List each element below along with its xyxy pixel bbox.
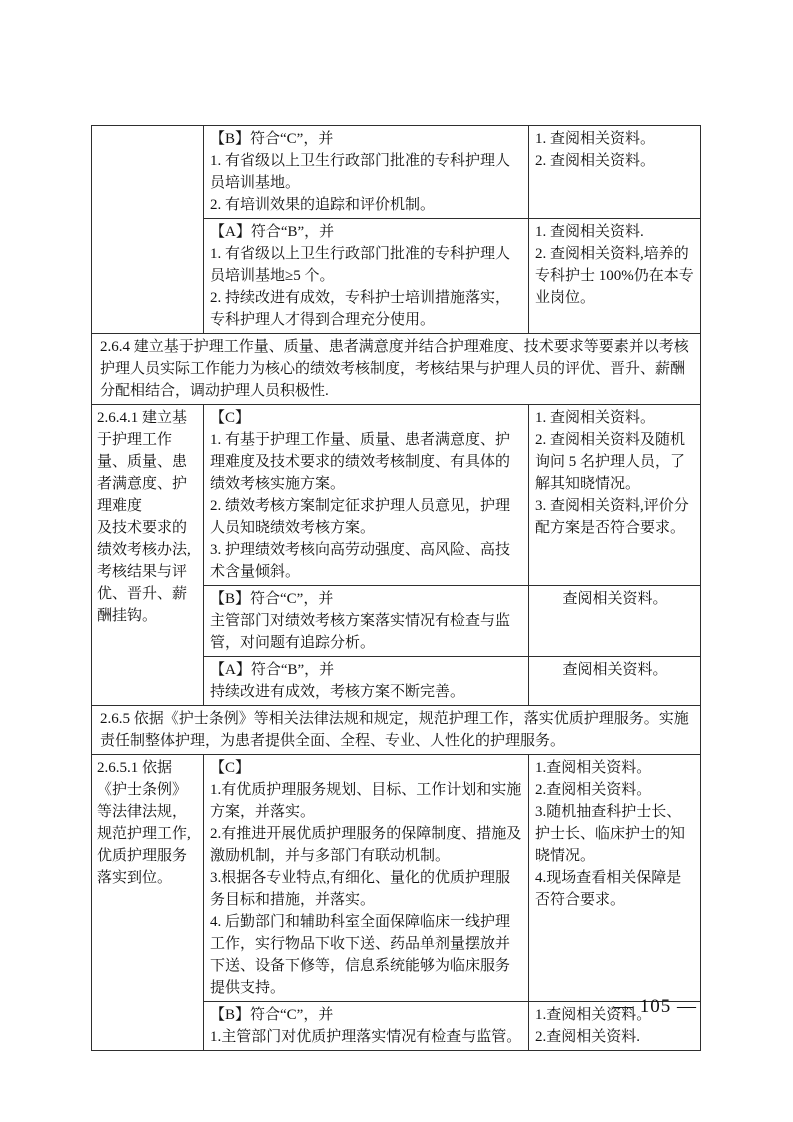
text-line: 1. 查阅相关资料.: [535, 224, 644, 240]
text-line: 及技术要求的绩效考核办法,考核结果与评优、晋升、薪酬挂钩。: [97, 520, 191, 624]
text-line: 2.查阅相关资料.: [535, 1029, 641, 1045]
text-line: 【A】符合“B”，并: [210, 662, 335, 678]
prev-grade-a-criteria-cell: [204, 219, 529, 334]
text-line: 1.主管部门对优质护理落实情况有检查与监管。: [210, 1029, 522, 1045]
text-line: 2. 查阅相关资料,培养的专科护士 100%仍在本专业岗位。: [535, 246, 694, 306]
text-line: 1.查阅相关资料。: [535, 760, 652, 776]
page-number: — 105 —: [614, 996, 697, 1017]
text-line: 1. 有省级以上卫生行政部门批准的专科护理人员培训基地≥5 个。: [210, 246, 511, 284]
row-2-6-5-1-grade-c: [92, 755, 701, 1002]
text-line: 1.查阅相关资料。: [535, 1007, 652, 1023]
text-line: 3.随机抽查科护士长、护士长、临床护士的知晓情况。: [535, 804, 686, 864]
text-line: 2. 绩效考核方案制定征求护理人员意见，护理人员知晓绩效考核方案。: [210, 498, 511, 536]
section-2-6-4-text: 2.6.4 建立基于护理工作量、质量、患者满意度并结合护理难度、技术要求等要素并以考核护理人员实际工作能力为核心的绩效考核制度，考核结果与护理人员的评优、晋升、薪酬分配相结合，调动护理人员积极性.: [92, 334, 701, 405]
accreditation-criteria-table: [91, 125, 701, 1051]
prev-grade-b-criteria-cell: [204, 126, 529, 219]
text-line: 3.根据各专业特点,有细化、量化的优质护理服务目标和措施，并落实。: [210, 870, 511, 908]
text-line: 2. 有培训效果的追踪和评价机制。: [210, 197, 436, 213]
text-line: 1.有优质护理服务规划、目标、工作计划和实施方案，并落实。: [210, 782, 522, 820]
text-line: 主管部门对绩效考核方案落实情况有检查与监管，对问题有追踪分析。: [210, 613, 511, 651]
row-prev-grade-b: [92, 126, 701, 219]
text-line: 2.查阅相关资料。: [535, 782, 652, 798]
text-line: 【B】符合“C”，并: [210, 131, 334, 147]
text-line: 1. 查阅相关资料。: [535, 410, 656, 426]
text-line: 3. 护理绩效考核向高劳动强度、高风险、高技术含量倾斜。: [210, 542, 511, 580]
text-line: 持续改进有成效，考核方案不断完善。: [210, 684, 466, 700]
item-2-6-4-1-grade-a-method-cell: [529, 657, 701, 706]
item-2-6-4-1-grade-c-method-cell: [529, 405, 701, 586]
text-line: 【B】符合“C”，并: [210, 1007, 334, 1023]
text-line: 【B】符合“C”，并: [210, 591, 334, 607]
text-line: 2. 持续改进有成效，专科护士培训措施落实，专科护理人才得到合理充分使用。: [210, 290, 511, 328]
prev-item-label-cell-empty: [92, 126, 204, 334]
text-line: 1. 有省级以上卫生行政部门批准的专科护理人员培训基地。: [210, 153, 511, 191]
row-section-2-6-5: [92, 706, 701, 755]
text-line: 2.6.5.1 依据《护士条例》等法律法规，规范护理工作,优质护理服务落实到位。: [97, 760, 191, 886]
item-2-6-4-1-grade-b-criteria-cell: [204, 586, 529, 657]
prev-grade-b-method-cell: [529, 126, 701, 219]
text-line: 【A】符合“B”，并: [210, 224, 335, 240]
text-line: 3. 查阅相关资料,评价分配方案是否符合要求。: [535, 498, 689, 536]
prev-grade-a-method-cell: [529, 219, 701, 334]
item-2-6-4-1-label-cell: [92, 405, 204, 706]
item-2-6-4-1-grade-b-method-cell: [529, 586, 701, 657]
text-line: 2.有推进开展优质护理服务的保障制度、措施及激励机制，并与多部门有联动机制。: [210, 826, 522, 864]
text-line: 4.现场查看相关保障是否符合要求。: [535, 870, 682, 908]
text-line: 1. 查阅相关资料。: [535, 131, 656, 147]
section-2-6-5-text: 2.6.5 依据《护士条例》等相关法律法规和规定，规范护理工作，落实优质护理服务。实施责任制整体护理，为患者提供全面、全程、专业、人性化的护理服务。: [92, 706, 701, 755]
item-2-6-5-1-grade-c-criteria-cell: [204, 755, 529, 1002]
text-line: 4. 后勤部门和辅助科室全面保障临床一线护理工作，实行物品下收下送、药品单剂量摆放并下送、设备下修等，信息系统能够为临床服务提供支持。: [210, 914, 511, 996]
item-2-6-5-1-grade-b-criteria-cell: [204, 1002, 529, 1051]
text-line: 查阅相关资料。: [562, 662, 668, 678]
row-2-6-4-1-grade-c: [92, 405, 701, 586]
text-line: 【C】: [210, 410, 251, 426]
row-section-2-6-4: [92, 334, 701, 405]
item-2-6-4-1-grade-a-criteria-cell: [204, 657, 529, 706]
text-line: 2.6.4.1 建立基于护理工作量、质量、患者满意度、护理难度: [97, 410, 188, 514]
text-line: 1. 有基于护理工作量、质量、患者满意度、护理难度及技术要求的绩效考核制度、有具体的绩效考核实施方案。: [210, 432, 511, 492]
text-line: 查阅相关资料。: [562, 591, 668, 607]
text-line: 2. 查阅相关资料及随机询问 5 名护理人员，了解其知晓情况。: [535, 432, 686, 492]
item-2-6-4-1-grade-c-criteria-cell: [204, 405, 529, 586]
text-line: 【C】: [210, 760, 251, 776]
text-line: 2. 查阅相关资料。: [535, 153, 656, 169]
item-2-6-5-1-grade-c-method-cell: [529, 755, 701, 1002]
item-2-6-5-1-label-cell: [92, 755, 204, 1051]
